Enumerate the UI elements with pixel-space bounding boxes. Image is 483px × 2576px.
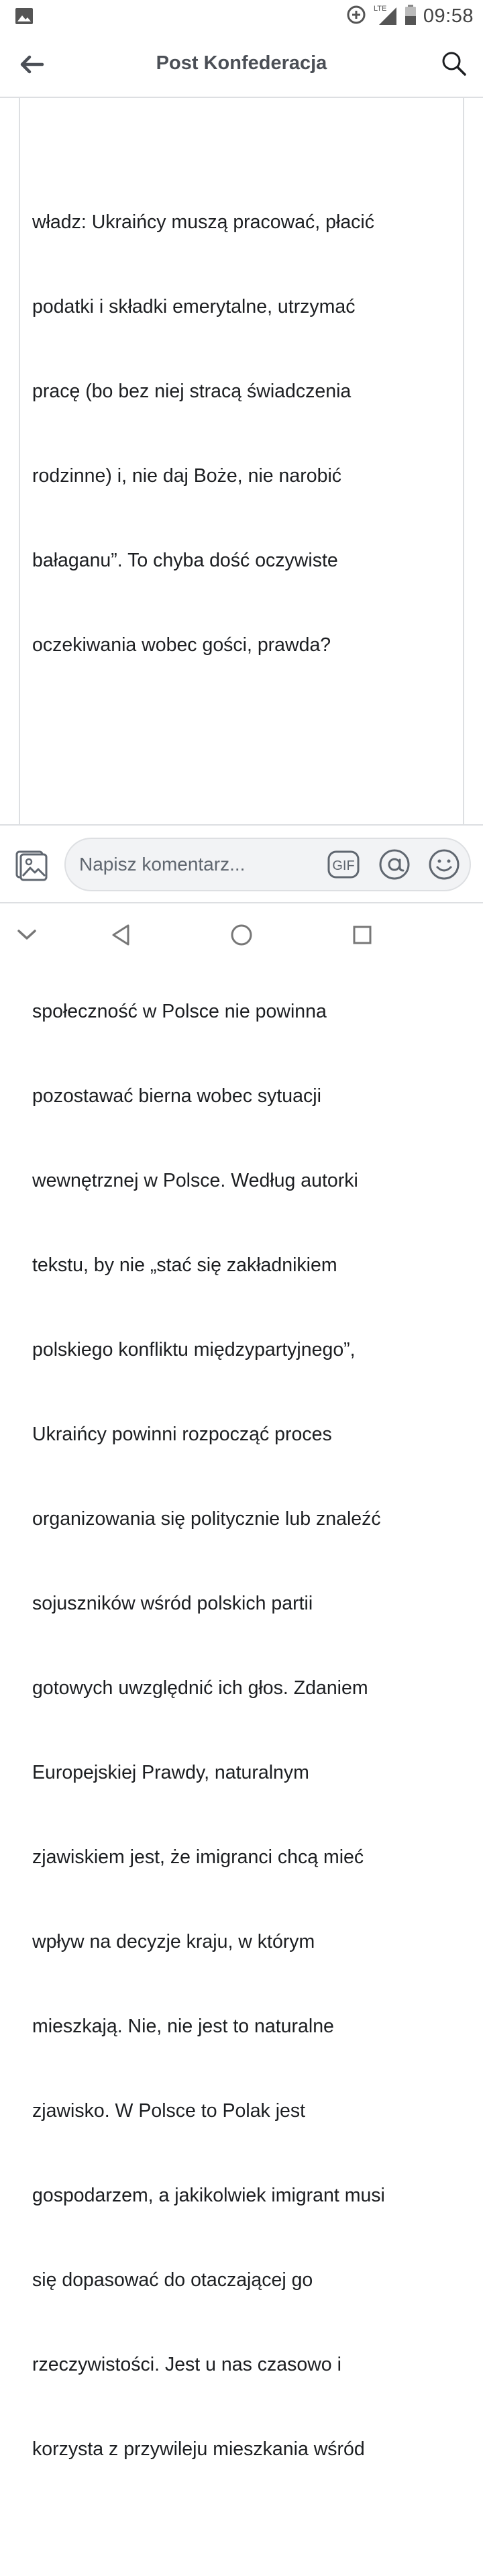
gif-label: GIF — [332, 858, 355, 873]
lte-label: LTE — [373, 4, 387, 13]
text-line: zjawisko. W Polsce to Polak jest — [32, 2100, 306, 2122]
text-line: wpływ na decyzje kraju, w którym — [32, 1931, 315, 1952]
hide-keyboard-button[interactable] — [10, 918, 44, 952]
text-line: bałaganu”. To chyba dość oczywiste — [32, 550, 338, 571]
text-line: organizowania się politycznie lub znaleźć — [32, 1508, 381, 1530]
status-time: 09:58 — [423, 5, 474, 27]
nav-back-button[interactable] — [104, 918, 138, 952]
back-triangle-icon — [111, 924, 131, 946]
text-line: mieszkają. Nie, nie jest to naturalne — [32, 2016, 334, 2037]
photo-icon — [14, 849, 49, 881]
gif-icon — [327, 850, 360, 879]
system-nav-bar — [0, 903, 483, 967]
data-saver-icon — [345, 4, 367, 29]
comment-input[interactable] — [64, 838, 471, 891]
text-line: tekstu, by nie „stać się zakładnikiem — [32, 1254, 337, 1276]
comment-bar — [0, 824, 483, 903]
text-line: polskiego konfliktu międzypartyjnego”, — [32, 1339, 356, 1360]
lte-signal-icon — [374, 3, 398, 30]
page-title: Post Konfederacja — [156, 52, 327, 74]
search-icon — [441, 51, 467, 77]
text-line: władz: Ukraińcy muszą pracować, płacić — [32, 211, 375, 233]
text-line: pracę (bo bez niej stracą świadczenia — [32, 381, 352, 402]
emoji-icon — [428, 848, 460, 881]
emoji-button[interactable] — [428, 848, 460, 881]
text-line: zjawiskiem jest, że imigranci chcą mieć — [32, 1846, 364, 1868]
mention-button[interactable] — [378, 848, 411, 881]
text-line: podatki i składki emerytalne, utrzymać — [32, 296, 356, 317]
gif-button[interactable] — [327, 850, 360, 879]
home-circle-icon — [230, 924, 253, 946]
nav-recents-button[interactable] — [345, 918, 379, 952]
add-photo-button[interactable] — [13, 848, 50, 882]
text-line: gospodarzem, a jakikolwiek imigrant musi — [32, 2185, 385, 2206]
text-line: sojuszników wśród polskich partii — [32, 1593, 313, 1614]
text-line: gotowych uwzględnić ich głos. Zdaniem — [32, 1677, 368, 1699]
paragraph-2 — [32, 856, 453, 2520]
text-line: pozostawać bierna wobec sytuacji — [32, 1085, 321, 1107]
recents-square-icon — [352, 925, 372, 945]
text-line: oczekiwania wobec gości, prawda? — [32, 634, 331, 656]
status-icons — [345, 0, 474, 32]
nav-home-button[interactable] — [225, 918, 258, 952]
battery-icon — [405, 4, 417, 29]
text-line: społeczność w Polsce nie powinna — [32, 1001, 327, 1022]
text-line: rodzinne) i, nie daj Boże, nie narobić — [32, 465, 342, 487]
post-text — [32, 95, 453, 2576]
text-line: Ukraińcy powinni rozpocząć proces — [32, 1424, 332, 1445]
paragraph-1 — [32, 152, 453, 715]
text-line: się dopasować do otaczającej go — [32, 2269, 313, 2291]
paragraph-gap — [32, 772, 453, 800]
app-header — [0, 32, 483, 98]
text-line: korzysta z przywileju mieszkania wśród — [32, 2438, 365, 2460]
at-mention-icon — [378, 848, 411, 881]
chevron-down-icon — [17, 928, 37, 942]
text-line: Europejskiej Prawdy, naturalnym — [32, 1762, 309, 1783]
text-line: wewnętrznej w Polsce. Według autorki — [32, 1170, 358, 1191]
search-button[interactable] — [439, 48, 470, 79]
gallery-icon — [15, 7, 34, 26]
comment-placeholder: Napisz komentarz... — [79, 854, 246, 875]
text-line: rzeczywistości. Jest u nas czasowo i — [32, 2354, 341, 2375]
status-bar — [0, 0, 483, 32]
